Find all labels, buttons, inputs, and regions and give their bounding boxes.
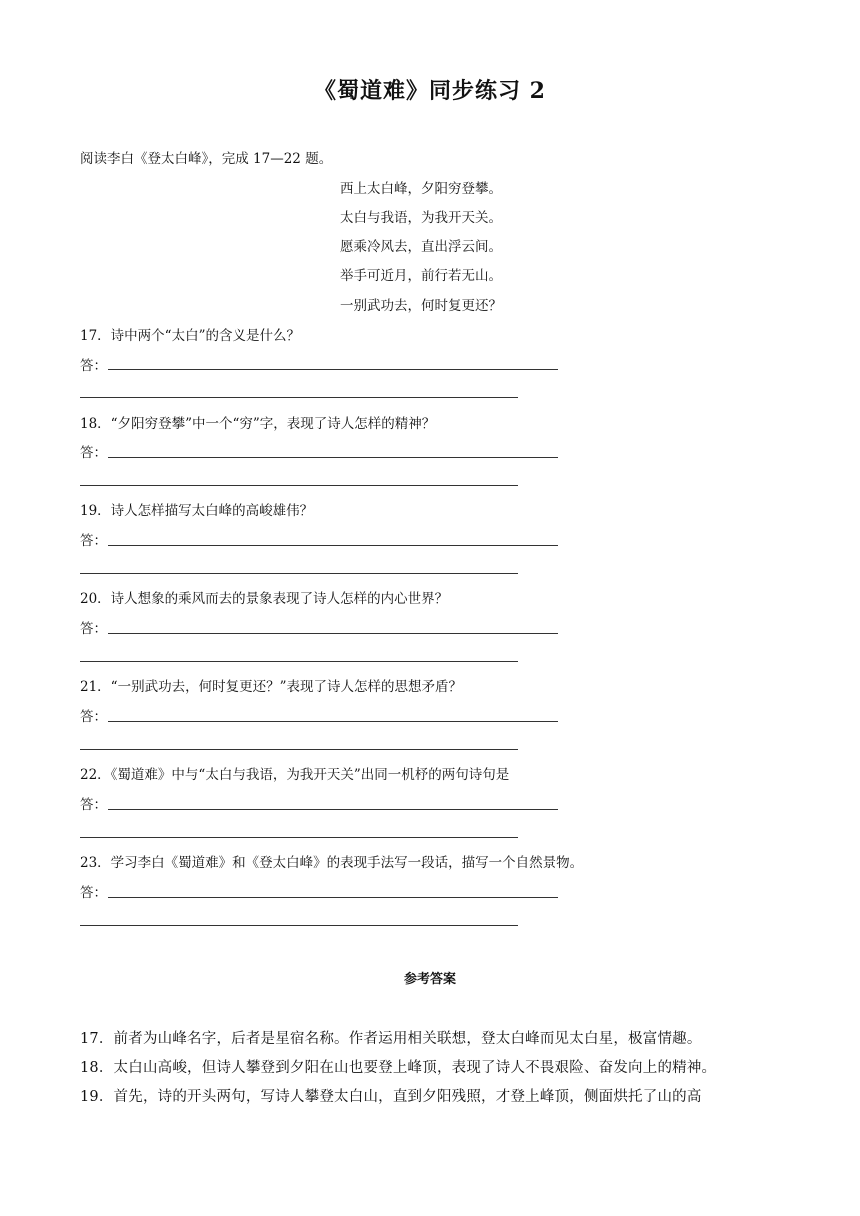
- answer-line[interactable]: [108, 545, 558, 546]
- answer-line[interactable]: [80, 397, 518, 398]
- poem-line: 举手可近月，前行若无山。: [340, 268, 502, 284]
- question-23: 23．学习李白《蜀道难》和《登太白峰》的表现手法写一段话，描写一个自然景物。: [80, 855, 584, 871]
- answer-line[interactable]: [80, 925, 518, 926]
- answer-line[interactable]: [108, 457, 558, 458]
- question-18: 18．“夕阳穷登攀”中一个“穷”字，表现了诗人怎样的精神？: [80, 416, 436, 432]
- answer-line[interactable]: [80, 837, 518, 838]
- answer-line[interactable]: [108, 809, 558, 810]
- poem-line: 西上太白峰，夕阳穷登攀。: [340, 181, 502, 197]
- answer-label: 答：: [80, 797, 107, 813]
- answer-line[interactable]: [108, 721, 558, 722]
- answer-line[interactable]: [108, 633, 558, 634]
- poem-line: 太白与我语，为我开天关。: [340, 210, 502, 226]
- page-title: 《蜀道难》同步练习 2: [314, 78, 546, 104]
- reading-instruction: 阅读李白《登太白峰》，完成 17—22 题。: [80, 151, 333, 167]
- reference-answer: 19．首先，诗的开头两句，写诗人攀登太白山，直到夕阳残照，才登上峰顶，侧面烘托了山的高: [80, 1089, 702, 1105]
- answer-line[interactable]: [108, 897, 558, 898]
- poem-line: 一别武功去，何时复更还？: [340, 298, 502, 314]
- answer-label: 答：: [80, 533, 107, 549]
- answer-label: 答：: [80, 885, 107, 901]
- question-17: 17．诗中两个“太白”的含义是什么？: [80, 328, 300, 344]
- answer-line[interactable]: [80, 573, 518, 574]
- answer-line[interactable]: [80, 661, 518, 662]
- answer-line[interactable]: [108, 369, 558, 370]
- answer-label: 答：: [80, 358, 107, 374]
- answer-line[interactable]: [80, 749, 518, 750]
- question-22: 22．《蜀道难》中与“太白与我语，为我开天关”出同一机杼的两句诗句是: [80, 767, 510, 783]
- reference-answer: 17．前者为山峰名字，后者是星宿名称。作者运用相关联想，登太白峰而见太白星，极富情趣。: [80, 1031, 702, 1047]
- answer-label: 答：: [80, 445, 107, 461]
- question-21: 21．“一别武功去，何时复更还？”表现了诗人怎样的思想矛盾？: [80, 679, 462, 695]
- answer-line[interactable]: [80, 485, 518, 486]
- answer-label: 答：: [80, 621, 107, 637]
- reference-answers-heading: 参考答案: [403, 972, 456, 987]
- poem-line: 愿乘冷风去，直出浮云间。: [340, 239, 502, 255]
- question-19: 19．诗人怎样描写太白峰的高峻雄伟？: [80, 503, 314, 519]
- reference-answer: 18．太白山高峻，但诗人攀登到夕阳在山也要登上峰顶，表现了诗人不畏艰险、奋发向上的精神。: [80, 1060, 717, 1076]
- question-20: 20．诗人想象的乘风而去的景象表现了诗人怎样的内心世界？: [80, 591, 449, 607]
- answer-label: 答：: [80, 709, 107, 725]
